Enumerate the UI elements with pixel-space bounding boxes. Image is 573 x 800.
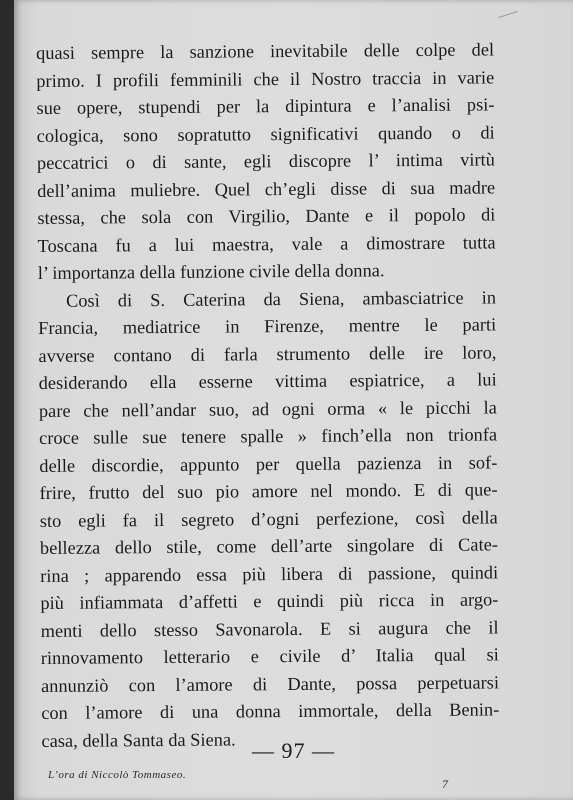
text-line-2: primo. I profili femminili che il Nostro traccia in varie bbox=[36, 66, 495, 91]
text-line-3: sue opere, stupendi per la dipintura e l’analisi psi- bbox=[36, 94, 495, 118]
text-line-10: Così di S. Caterina da Siena, ambasciatrice in bbox=[65, 286, 497, 311]
text-line-6: dell’anima muliebre. Quel ch’egli disse di sua madre bbox=[37, 176, 496, 201]
page-number: — 97 — bbox=[252, 738, 335, 763]
text-line-14: pare che nell’andar suo, ad ogni orma « le picchi la bbox=[38, 396, 497, 421]
text-line-1: quasi sempre la sanzione inevitabile delle colpe del bbox=[36, 39, 495, 63]
text-line-16: delle discordie, appunto per quella pazienza in sof- bbox=[39, 451, 498, 476]
text-line-24: annunziò con l’amore di Dante, possa perpetuarsi bbox=[40, 671, 500, 696]
text-line-7: stessa, che sola con Virgilio, Dante e il popolo di bbox=[37, 204, 496, 228]
text-line-5: peccatrici o di sante, egli discopre l’ intima virtù bbox=[36, 149, 496, 173]
text-line-8: Toscana fu a lui maestra, vale a dimostrare tutta bbox=[37, 231, 496, 256]
text-line-12: avverse contano di farla strumento delle ire loro, bbox=[38, 341, 497, 366]
text-line-15: croce sulle sue tenere spalle » finch’ella non trionfa bbox=[39, 424, 498, 448]
text-line-20: rina ; apparendo essa più libera di passione, quindi bbox=[40, 561, 499, 586]
text-line-11: Francia, mediatrice in Firenze, mentre le parti bbox=[38, 314, 497, 338]
text-line-23: rinnovamento letterario e civile d’ Italia qual si bbox=[40, 644, 499, 668]
text-line-13: desiderando ella esserne vittima espiatrice, a lui bbox=[38, 369, 497, 393]
book-page bbox=[14, 0, 573, 800]
signature-mark: 7 bbox=[442, 777, 448, 791]
text-line-9: l’ importanza della funzione civile della donna. bbox=[37, 260, 385, 283]
text-line-4: cologica, sono sopratutto significativi quando o di bbox=[36, 121, 495, 146]
text-line-26: casa, della Santa da Siena. bbox=[41, 728, 236, 751]
scan-mark bbox=[498, 11, 517, 18]
text-line-17: frire, frutto del suo pio amore nel mondo. E di que- bbox=[39, 479, 498, 503]
body-text bbox=[36, 36, 500, 755]
text-line-18: sto egli fa il segreto d’ogni perfezione, così della bbox=[39, 506, 498, 531]
text-line-21: più infiammata d’affetti e quindi più ricca in argo- bbox=[40, 589, 499, 613]
text-line-25: con l’amore di una donna immortale, della Benin- bbox=[41, 699, 500, 723]
text-line-22: menti dello stesso Savonarola. E si augura che il bbox=[40, 616, 499, 641]
footer-title: L’ora di Niccolò Tommaseo. bbox=[48, 769, 187, 781]
text-line-19: bellezza dello stile, come dell’arte singolare di Cate- bbox=[39, 534, 499, 558]
